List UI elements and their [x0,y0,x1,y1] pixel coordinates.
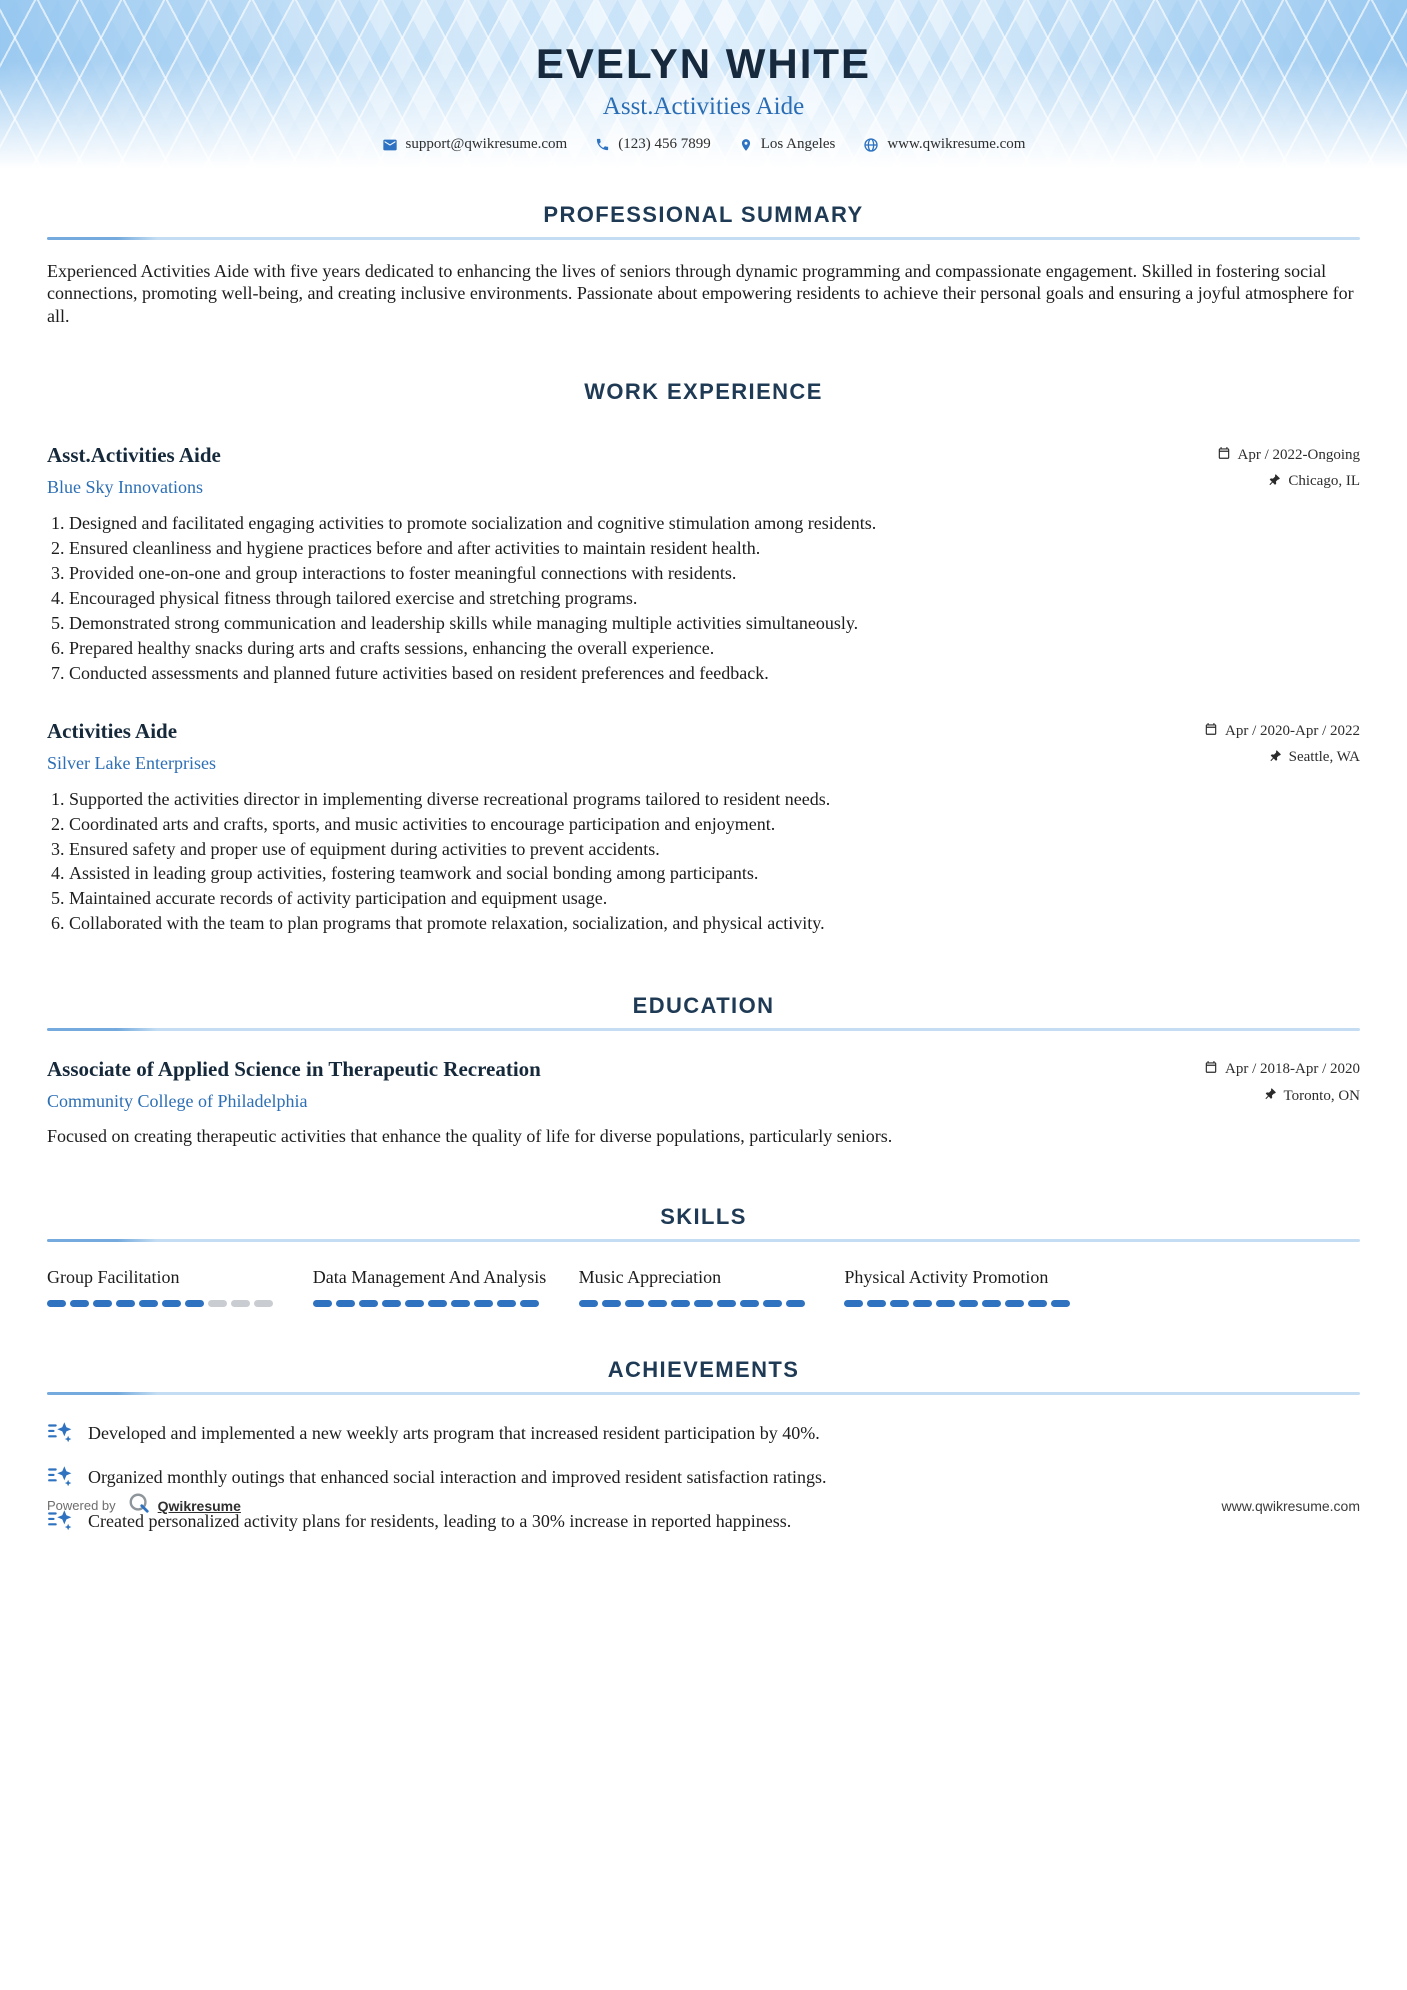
envelope-icon [382,137,398,153]
resume-content [0,202,1407,1538]
job-header [47,443,1360,499]
map-pin-icon [739,137,753,153]
header-banner [0,0,1407,174]
skill-name: Group Facilitation [47,1266,180,1287]
skill-level-dash [740,1300,759,1307]
contact-email[interactable] [382,136,568,153]
skill-level-dash [625,1300,644,1307]
candidate-name: EVELYN WHITE [535,40,872,87]
bullet-item: 7. Conducted assessments and planned future activities based on resident preferences and feedback. [69,663,1360,685]
skill-level-dash [982,1300,1001,1307]
section-divider [47,1239,1360,1242]
skill-level-dash [231,1300,250,1307]
job-meta [1217,443,1361,499]
section-heading-work: WORK EXPERIENCE [584,378,823,404]
section-divider [47,1392,1360,1395]
bullet-item: 4. Encouraged physical fitness through tailored exercise and stretching programs. [69,588,1360,610]
contact-location [739,136,836,153]
education-dates [1204,1060,1360,1079]
education-header [47,1057,1360,1113]
section-heading-skills: SKILLS [660,1203,747,1229]
skill-level-dash [451,1300,470,1307]
skill-level-bar [844,1300,1094,1307]
contact-website[interactable] [863,136,1025,153]
skills-grid [47,1266,1360,1307]
calendar-icon [1204,722,1218,741]
contact-phone [595,136,711,153]
achievement-item [47,1419,1360,1450]
section-heading-achievements: ACHIEVEMENTS [607,1356,800,1382]
skill-level-bar [47,1300,297,1307]
skill-level-dash [1028,1300,1047,1307]
pushpin-icon [1268,473,1281,491]
contact-website-text: www.qwikresume.com [887,136,1026,152]
section-divider [47,237,1360,240]
bullet-item: 4. Assisted in leading group activities, fostering teamwork and social bonding among participants. [69,863,1360,885]
contact-email-text: support@qwikresume.com [405,136,568,152]
pushpin-icon [1269,749,1282,767]
skill-level-dash [936,1300,955,1307]
bullet-item: 3. Provided one-on-one and group interactions to foster meaningful connections with residents. [69,563,1360,585]
summary-text: Experienced Activities Aide with five years dedicated to enhancing the lives of seniors through dynamic programming and compassionate engagement. Skilled in fostering social connections, promoting well-being, and creating inclusive environments. Passionate about empowering residents to achieve their personal goals and ensuring a joyful atmosphere for all. [47,261,1354,326]
education-section [47,993,1360,1147]
skill-level-dash [497,1300,516,1307]
section-divider [47,1028,1360,1031]
bullet-item: 2. Ensured cleanliness and hygiene practices before and after activities to maintain resident health. [69,538,1360,560]
skill-level-dash [162,1300,181,1307]
skill-level-dash [116,1300,135,1307]
skill-level-dash [579,1300,598,1307]
job-company: Blue Sky Innovations [47,476,203,497]
candidate-title: Asst.Activities Aide [602,93,805,120]
sparkle-award-icon [47,1463,73,1494]
education-entry [47,1057,1360,1147]
education-location-text: Toronto, ON [1283,1087,1360,1104]
skill-level-dash [717,1300,736,1307]
job-bullets [47,789,1360,936]
skill-name: Physical Activity Promotion [844,1266,1049,1287]
skill-item [313,1266,563,1307]
skill-item [844,1266,1094,1307]
summary-section [47,202,1360,327]
job-location-text: Chicago, IL [1288,473,1360,490]
skill-level-dash [428,1300,447,1307]
qwikresume-link[interactable]: Qwikresume [157,1497,241,1514]
calendar-icon [1204,1060,1218,1079]
calendar-icon [1217,446,1231,465]
skill-level-dash [185,1300,204,1307]
skills-section [47,1204,1360,1307]
skill-item [47,1266,297,1307]
bullet-item: 1. Designed and facilitated engaging activities to promote socialization and cognitive stimulation among residents. [69,513,1360,535]
skill-level-dash [70,1300,89,1307]
achievement-list [47,1419,1360,1538]
contact-phone-text: (123) 456 7899 [618,136,711,152]
skill-level-dash [520,1300,539,1307]
phone-icon [595,137,610,152]
skill-level-dash [336,1300,355,1307]
skill-level-dash [890,1300,909,1307]
skill-level-dash [867,1300,886,1307]
skill-level-dash [648,1300,667,1307]
qwikresume-logo-icon [128,1492,150,1519]
job-entry [47,719,1360,936]
skill-level-dash [254,1300,273,1307]
achievement-text: Developed and implemented a new weekly arts program that increased resident participation by 40%. [88,1423,820,1444]
globe-icon [863,137,879,153]
job-dates-text: Apr / 2022-Ongoing [1237,446,1360,463]
skill-level-dash [1005,1300,1024,1307]
section-heading-education: EDUCATION [632,993,775,1019]
footer-website: www.qwikresume.com [1221,1497,1360,1514]
job-title: Asst.Activities Aide [47,442,221,467]
skill-level-dash [786,1300,805,1307]
skill-level-dash [602,1300,621,1307]
education-location [1204,1087,1360,1105]
job-meta [1204,719,1360,775]
skill-level-dash [313,1300,332,1307]
pushpin-icon [1264,1087,1277,1105]
achievement-item [47,1463,1360,1494]
section-heading-summary: PROFESSIONAL SUMMARY [543,202,864,227]
skill-level-bar [579,1300,829,1307]
skill-level-dash [474,1300,493,1307]
education-meta [1204,1057,1360,1113]
skill-level-dash [47,1300,66,1307]
skill-level-dash [959,1300,978,1307]
bullet-item: 2. Coordinated arts and crafts, sports, and music activities to encourage participation and enjoyment. [69,814,1360,836]
skill-level-dash [139,1300,158,1307]
job-bullets [47,513,1360,685]
job-location [1204,749,1360,767]
skill-level-dash [671,1300,690,1307]
bullet-item: 6. Collaborated with the team to plan programs that promote relaxation, socialization, and physical activity. [69,913,1360,935]
contact-row [0,136,1407,153]
education-degree: Associate of Applied Science in Therapeutic Recreation [47,1057,541,1082]
job-company: Silver Lake Enterprises [47,752,216,773]
work-section [47,379,1360,935]
bullet-item: 5. Maintained accurate records of activity participation and equipment usage. [69,888,1360,910]
education-school: Community College of Philadelphia [47,1091,308,1112]
sparkle-award-icon [47,1419,73,1450]
skill-name: Music Appreciation [578,1266,722,1287]
skill-name: Data Management And Analysis [312,1266,547,1287]
skill-level-dash [844,1300,863,1307]
skill-level-bar [313,1300,563,1307]
education-dates-text: Apr / 2018-Apr / 2020 [1225,1061,1360,1078]
page-footer [0,1492,1407,1519]
skill-level-dash [208,1300,227,1307]
job-location-text: Seattle, WA [1288,749,1360,766]
bullet-item: 3. Ensured safety and proper use of equipment during activities to prevent accidents. [69,839,1360,861]
bullet-item: 6. Prepared healthy snacks during arts and crafts sessions, enhancing the overall experience. [69,638,1360,660]
skill-level-dash [382,1300,401,1307]
contact-location-text: Los Angeles [760,136,836,152]
job-title: Activities Aide [47,718,178,743]
job-location [1217,473,1361,491]
skill-level-dash [694,1300,713,1307]
skill-level-dash [93,1300,112,1307]
job-dates-text: Apr / 2020-Apr / 2022 [1225,722,1360,739]
job-header [47,719,1360,775]
skill-item [579,1266,829,1307]
skill-level-dash [405,1300,424,1307]
skill-level-dash [913,1300,932,1307]
skill-level-dash [359,1300,378,1307]
powered-by-label: Powered by [47,1498,116,1513]
skill-level-dash [763,1300,782,1307]
education-description: Focused on creating therapeutic activities that enhance the quality of life for diverse populations, particularly seniors. [47,1126,893,1147]
job-dates [1204,722,1360,741]
job-entry [47,443,1360,685]
bullet-item: 1. Supported the activities director in implementing diverse recreational programs tailored to resident needs. [69,789,1360,811]
skill-level-dash [1051,1300,1070,1307]
achievement-text: Created personalized activity plans for residents, leading to a 30% increase in reported happiness. [88,1511,792,1532]
bullet-item: 5. Demonstrated strong communication and leadership skills while managing multiple activities simultaneously. [69,613,1360,635]
job-dates [1217,446,1361,465]
achievement-text: Organized monthly outings that enhanced social interaction and improved resident satisfaction ratings. [88,1467,827,1488]
